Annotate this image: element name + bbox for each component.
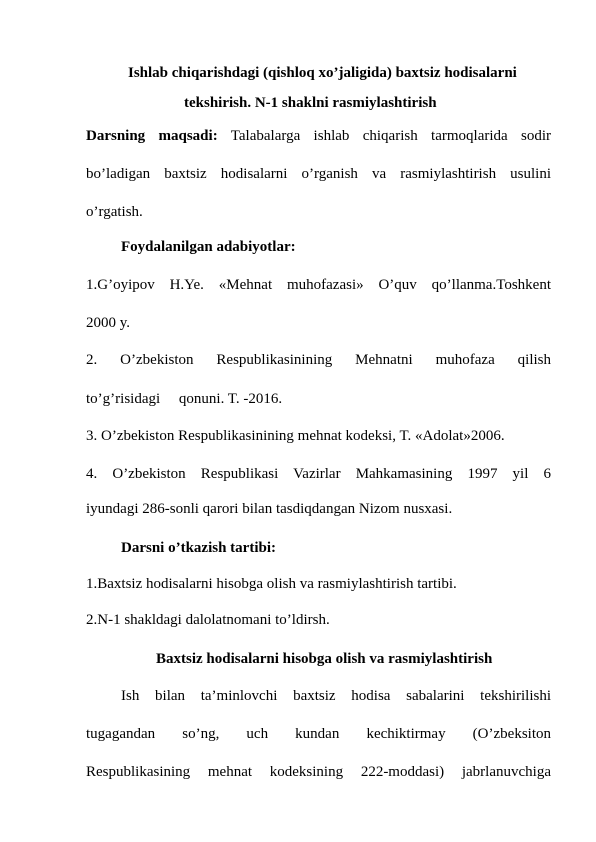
section-line-3: Respublikasining mehnat kodeksining 222-moddasi) jabrlanuvchiga [86, 764, 551, 780]
section-line-2: tugagandan so’ng, uch kundan kechiktirmay (O’zbeksiton [86, 726, 551, 742]
order-heading: Darsni o’tkazish tartibi: [121, 540, 276, 556]
literature-line-4: to’g’risidagi qonuni. T. -2016. [86, 391, 283, 407]
goal-line-2: bo’ladigan baxtsiz hodisalarni o’rganish va rasmiylashtirish usulini [86, 166, 551, 182]
section-heading: Baxtsiz hodisalarni hisobga olish va rasmiylashtirish [156, 651, 493, 667]
goal-line-1 [86, 127, 551, 145]
goal-line-3: o’rgatish. [86, 204, 143, 220]
literature-line-2: 2000 y. [86, 315, 131, 331]
literature-line-1: 1.G’oyipov H.Ye. «Mehnat muhofazasi» O’quv qo’llanma.Toshkent [86, 277, 551, 293]
literature-line-5: 3. O’zbekiston Respublikasinining mehnat kodeksi, T. «Adolat»2006. [86, 428, 505, 444]
literature-line-6: 4. O’zbekiston Respublikasi Vazirlar Mahkamasining 1997 yil 6 [86, 466, 551, 482]
order-item-2: 2.N-1 shakldagi dalolatnomani to’ldirsh. [86, 612, 330, 628]
order-item-1: 1.Baxtsiz hodisalarni hisobga olish va rasmiylashtirish tartibi. [86, 576, 457, 592]
title-line-2: tekshirish. N-1 shaklni rasmiylashtirish [184, 95, 437, 111]
section-line-1: Ish bilan ta’minlovchi baxtsiz hodisa sabalarini tekshirilishi [121, 688, 551, 704]
literature-line-7: iyundagi 286-sonli qarori bilan tasdiqdangan Nizom nusxasi. [86, 501, 453, 517]
title-line-1: Ishlab chiqarishdagi (qishloq xo’jaligida) baxtsiz hodisalarni [128, 65, 517, 81]
literature-line-3: 2. O’zbekiston Respublikasinining Mehnatni muhofaza qilish [86, 352, 551, 368]
literature-heading: Foydalanilgan adabiyotlar: [121, 239, 296, 255]
goal-label: Darsning maqsadi: [86, 128, 218, 144]
goal-text: Talabalarga ishlab chiqarish tarmoqlarida sodir [230, 128, 551, 144]
